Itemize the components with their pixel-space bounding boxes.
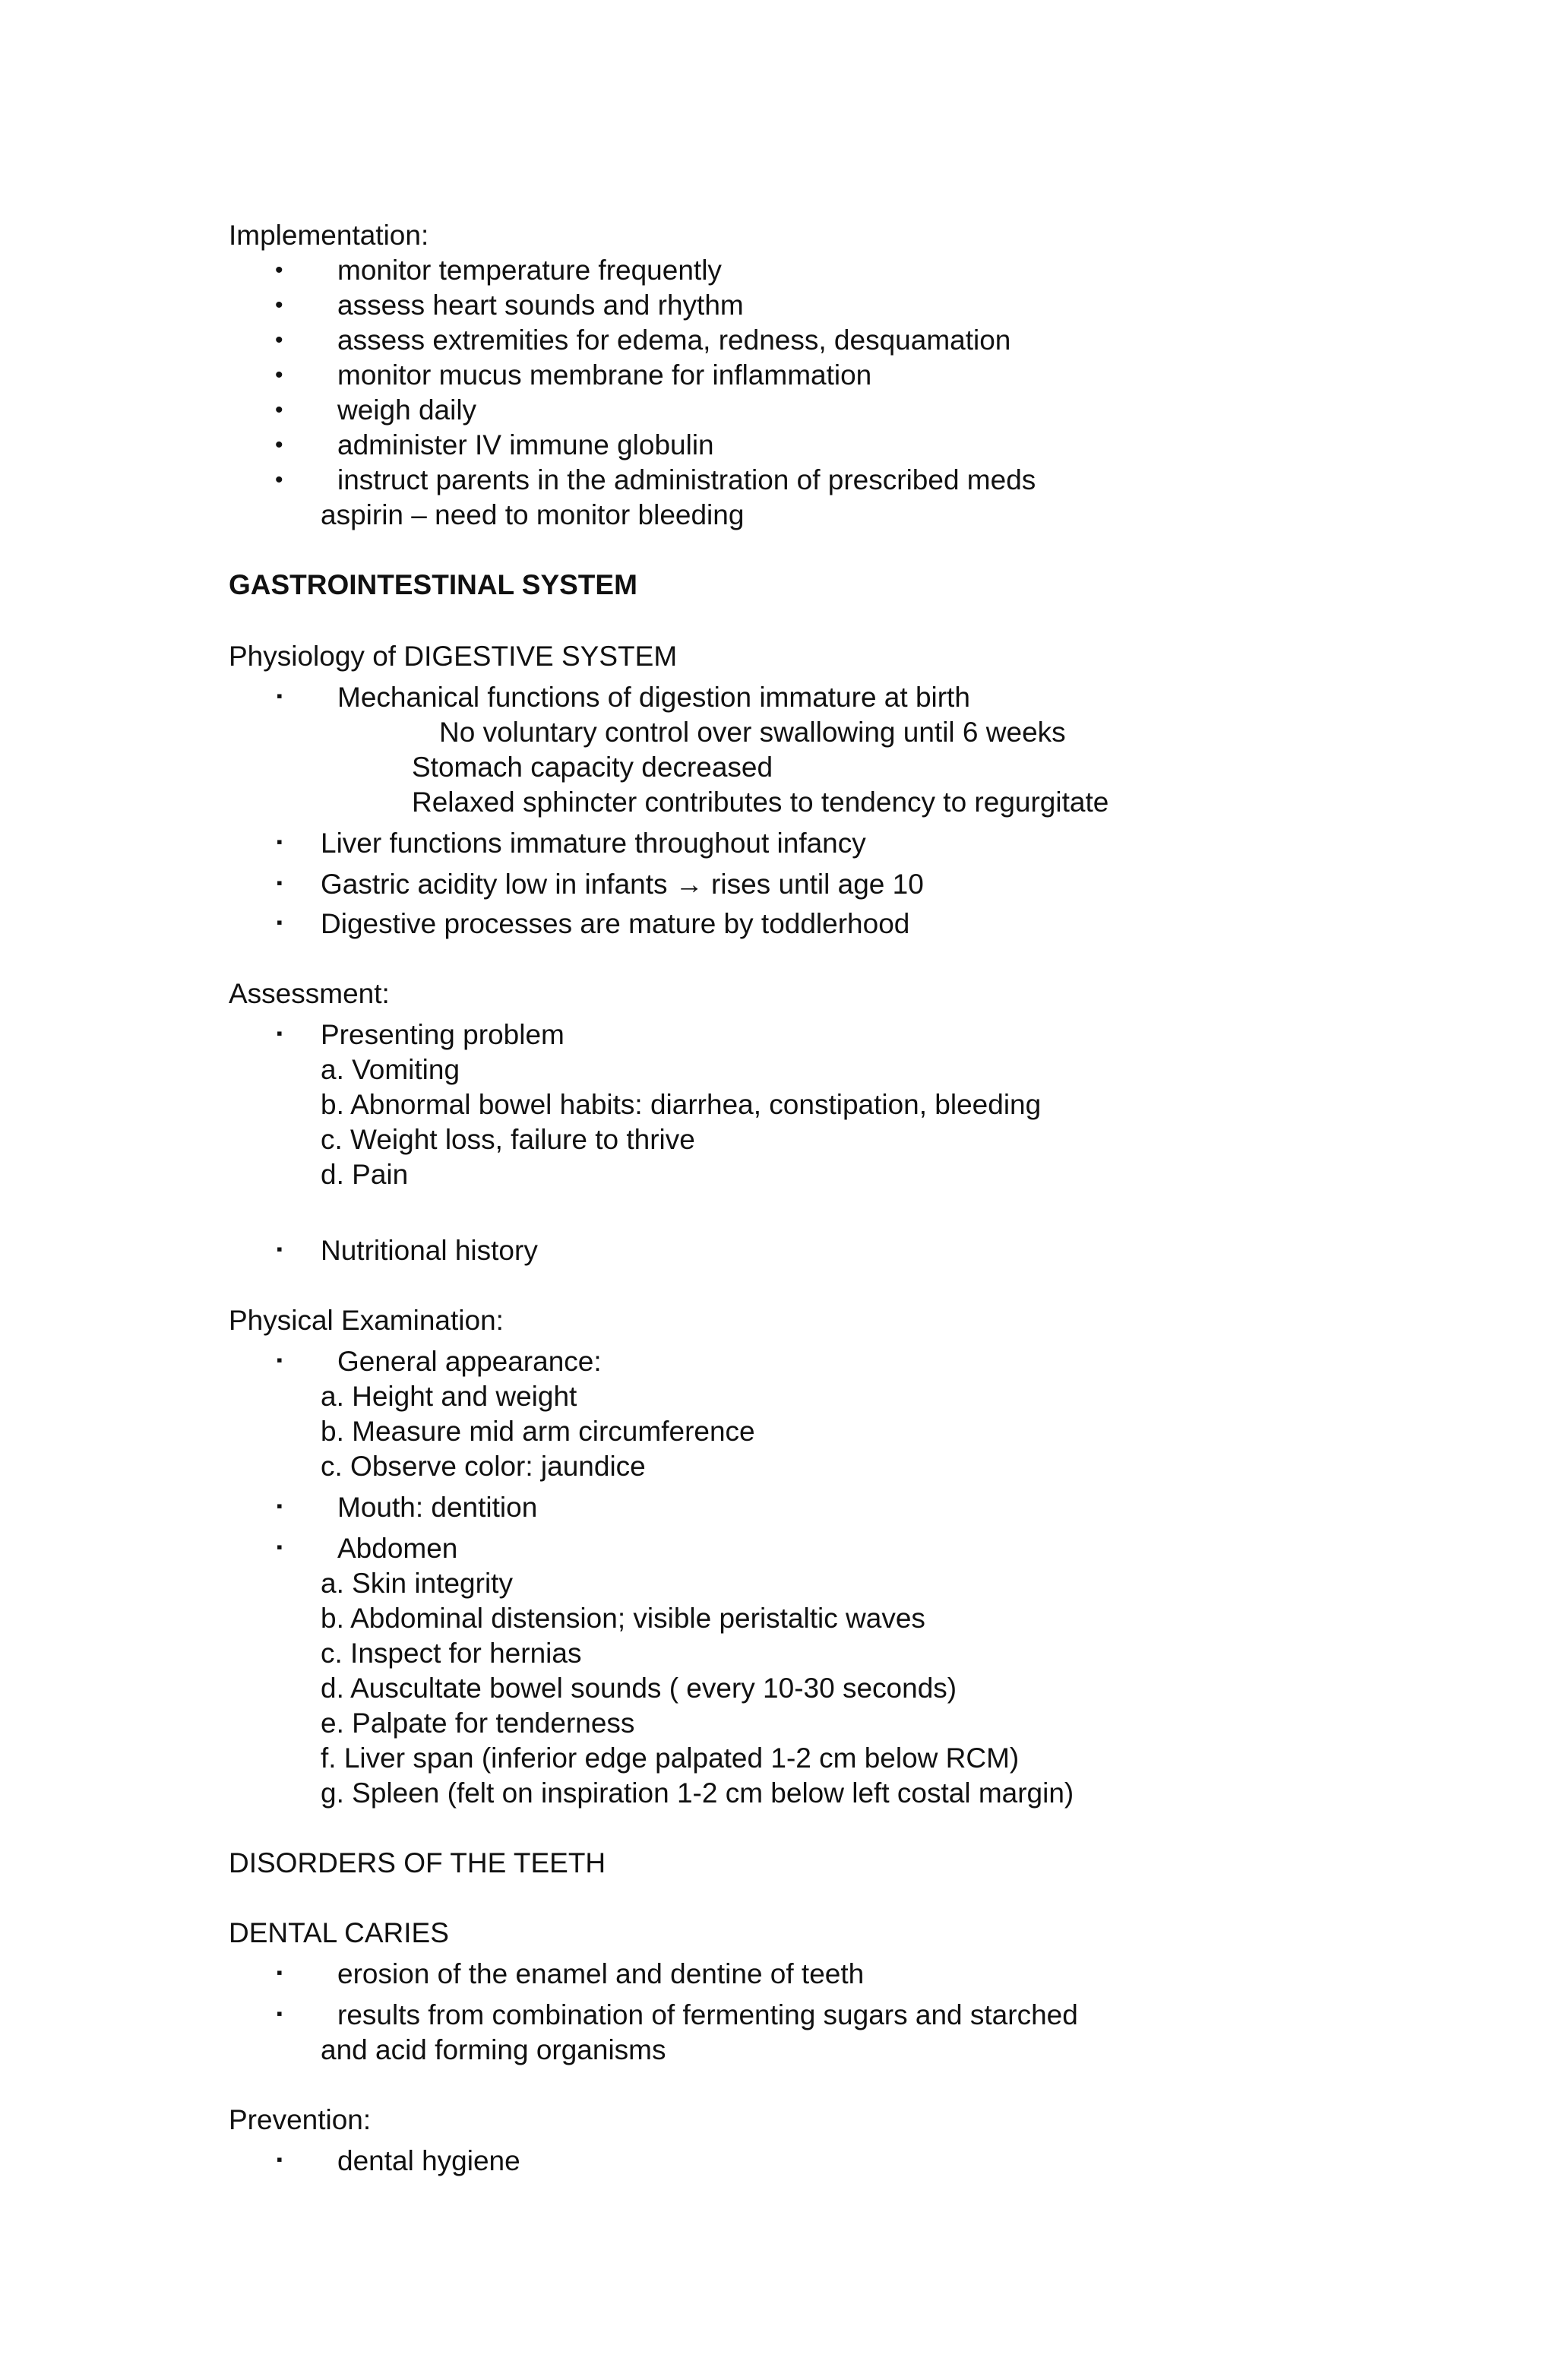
bullet: ▪ — [277, 2004, 283, 2023]
physical-exam-subitem: a. Skin integrity — [321, 1568, 513, 1599]
bullet: ▪ — [277, 1537, 283, 1556]
physical-exam-subitem: e. Palpate for tenderness — [321, 1707, 635, 1739]
assessment-subitem: c. Weight loss, failure to thrive — [321, 1124, 695, 1155]
bullet: • — [275, 328, 283, 353]
physical-exam-heading: Physical Examination: — [229, 1305, 504, 1336]
physical-exam-item: Abdomen — [337, 1533, 458, 1564]
implementation-item: assess heart sounds and rhythm — [337, 290, 744, 321]
section-heading-teeth: DISORDERS OF THE TEETH — [229, 1847, 606, 1878]
physical-exam-subitem: c. Observe color: jaundice — [321, 1451, 646, 1482]
assessment-subitem: d. Pain — [321, 1159, 409, 1190]
implementation-item: assess extremities for edema, redness, desquamation — [337, 324, 1011, 356]
physiology-subitem: No voluntary control over swallowing until 6 weeks — [439, 717, 1066, 748]
assessment-heading: Assessment: — [229, 978, 390, 1009]
bullet: ▪ — [277, 2150, 283, 2169]
bullet: • — [275, 293, 283, 318]
dental-caries-item: results from combination of fermenting sugars and starched — [337, 1999, 1078, 2030]
prevention-item: dental hygiene — [337, 2145, 520, 2176]
physiology-subitem: Stomach capacity decreased — [412, 752, 773, 783]
physical-exam-subitem: c. Inspect for hernias — [321, 1638, 582, 1669]
bullet: • — [275, 258, 283, 283]
bullet: • — [275, 432, 283, 457]
implementation-item: instruct parents in the administration of prescribed meds — [337, 464, 1036, 495]
physiology-item: Digestive processes are mature by toddlerhood — [321, 908, 910, 939]
bullet: ▪ — [277, 686, 283, 705]
implementation-item: monitor temperature frequently — [337, 255, 722, 286]
bullet: ▪ — [277, 913, 283, 932]
physical-exam-subitem: b. Abdominal distension; visible peristaltic waves — [321, 1603, 925, 1634]
dental-caries-continuation: and acid forming organisms — [321, 2034, 666, 2065]
physical-exam-item: Mouth: dentition — [337, 1492, 538, 1523]
implementation-item: weigh daily — [337, 394, 477, 426]
physical-exam-subitem: f. Liver span (inferior edge palpated 1-2 cm below RCM) — [321, 1742, 1020, 1774]
physiology-subitem: Relaxed sphincter contributes to tendency to regurgitate — [412, 786, 1109, 818]
bullet: • — [275, 362, 283, 388]
physiology-item: Gastric acidity low in infants → rises until age 10 — [321, 869, 924, 900]
dental-caries-item: erosion of the enamel and dentine of teeth — [337, 1958, 865, 1989]
physical-exam-item: General appearance: — [337, 1346, 602, 1377]
physiology-item: Liver functions immature throughout infancy — [321, 828, 866, 859]
dental-caries-heading: DENTAL CARIES — [229, 1917, 449, 1948]
physiology-item: Mechanical functions of digestion immature at birth — [337, 682, 970, 713]
implementation-continuation: aspirin – need to monitor bleeding — [321, 499, 745, 530]
assessment-item: Presenting problem — [321, 1019, 565, 1050]
bullet: ▪ — [277, 832, 283, 851]
implementation-heading: Implementation: — [229, 220, 429, 251]
implementation-item: administer IV immune globulin — [337, 429, 714, 460]
assessment-subitem: a. Vomiting — [321, 1054, 460, 1085]
assessment-subitem: b. Abnormal bowel habits: diarrhea, constipation, bleeding — [321, 1089, 1042, 1120]
physical-exam-subitem: g. Spleen (felt on inspiration 1-2 cm below left costal margin) — [321, 1777, 1074, 1809]
bullet: ▪ — [277, 1963, 283, 1982]
bullet: ▪ — [277, 1350, 283, 1369]
bullet: ▪ — [277, 1239, 283, 1258]
assessment-item: Nutritional history — [321, 1235, 538, 1266]
physical-exam-subitem: d. Auscultate bowel sounds ( every 10-30 seconds) — [321, 1673, 957, 1704]
implementation-item: monitor mucus membrane for inflammation — [337, 359, 872, 391]
section-heading-gi: GASTROINTESTINAL SYSTEM — [229, 569, 637, 600]
physiology-heading: Physiology of DIGESTIVE SYSTEM — [229, 641, 678, 672]
physical-exam-subitem: a. Height and weight — [321, 1381, 577, 1412]
bullet: ▪ — [277, 1024, 283, 1043]
bullet: • — [275, 467, 283, 492]
bullet: ▪ — [277, 873, 283, 892]
prevention-heading: Prevention: — [229, 2104, 372, 2135]
physical-exam-subitem: b. Measure mid arm circumference — [321, 1416, 755, 1447]
bullet: • — [275, 397, 283, 423]
bullet: ▪ — [277, 1496, 283, 1515]
